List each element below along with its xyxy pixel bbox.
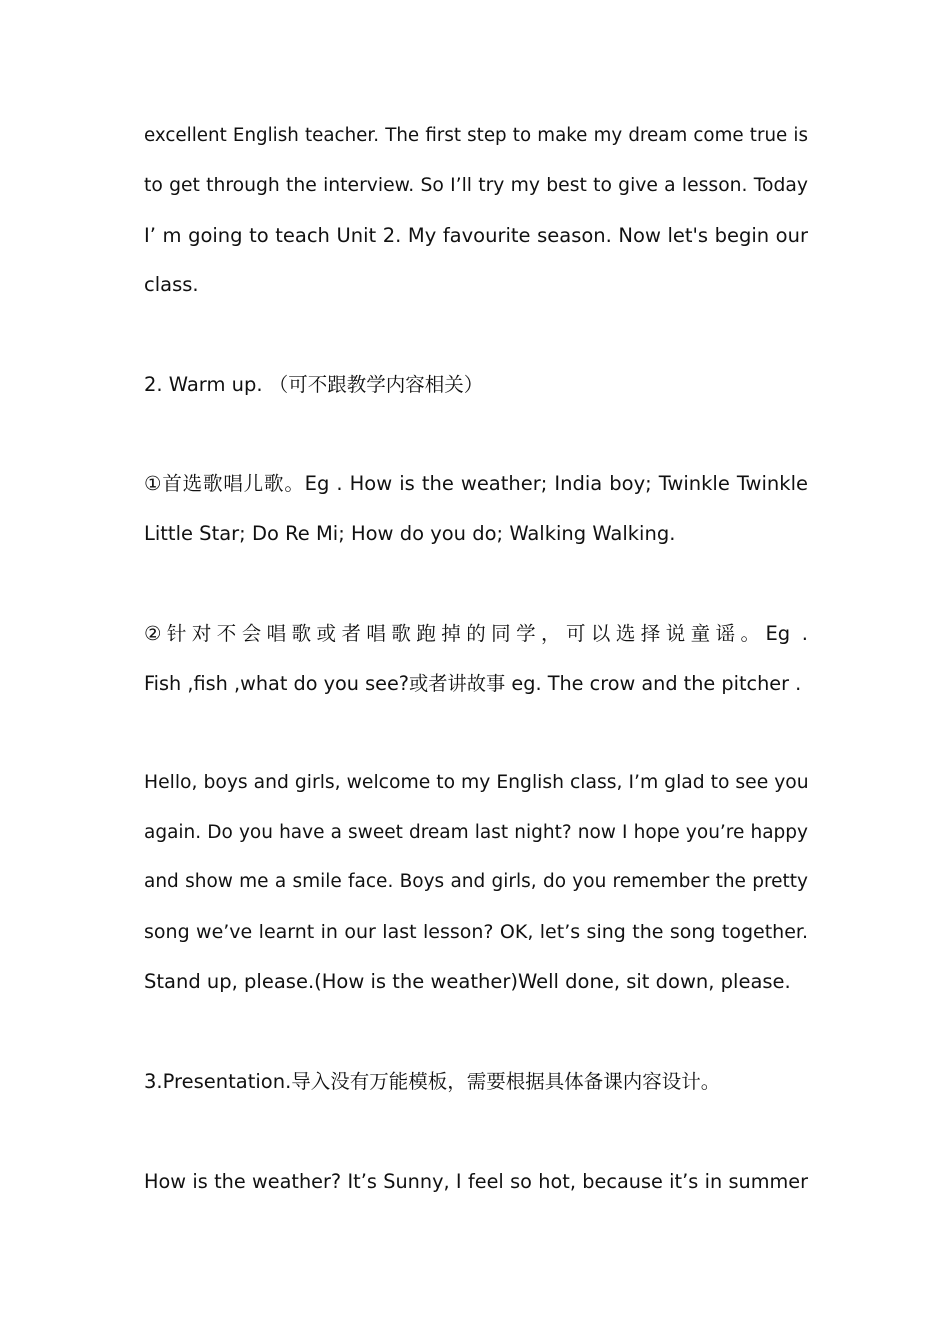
greeting-paragraph-line-4: song we’ve learnt in our last lesson? OK, let’s sing the song together. (144, 921, 808, 943)
greeting-paragraph-line-3: and show me a smile face. Boys and girls, do you remember the pretty (144, 871, 808, 892)
warm-up-option-2-line-2: Fish ,fish ,what do you see?或者讲故事 eg. The crow and the pitcher . (144, 672, 802, 695)
paragraph-intro-line-1: excellent English teacher. The first step to make my dream come true is (144, 125, 808, 146)
greeting-paragraph-line-1: Hello, boys and girls, welcome to my English class, I’m glad to see you (144, 772, 809, 793)
paragraph-intro-line-4: class. (144, 273, 199, 296)
paragraph-intro-line-2: to get through the interview. So I’ll try my best to give a lesson. Today (144, 175, 808, 196)
warm-up-option-1-line-2: Little Star; Do Re Mi; How do you do; Walking Walking. (144, 522, 676, 545)
greeting-paragraph-line-5: Stand up, please.(How is the weather)Well done, sit down, please. (144, 970, 791, 993)
presentation-paragraph-line-1: How is the weather? It’s Sunny, I feel so hot, because it’s in summer (144, 1170, 808, 1193)
paragraph-intro-line-3: I’ m going to teach Unit 2. My favourite season. Now let's begin our (144, 224, 808, 247)
warm-up-option-1-line-1: ①首选歌唱儿歌。Eg . How is the weather; India boy; Twinkle Twinkle (144, 472, 808, 495)
section-heading-warm-up: 2. Warm up. （可不跟教学内容相关） (144, 373, 484, 396)
greeting-paragraph-line-2: again. Do you have a sweet dream last night? now I hope you’re happy (144, 822, 808, 843)
warm-up-option-2-line-1: ②针对不会唱歌或者唱歌跑掉的同学，可以选择说童谣。Eg . (144, 622, 808, 645)
section-heading-presentation: 3.Presentation.导入没有万能模板，需要根据具体备课内容设计。 (144, 1070, 721, 1093)
